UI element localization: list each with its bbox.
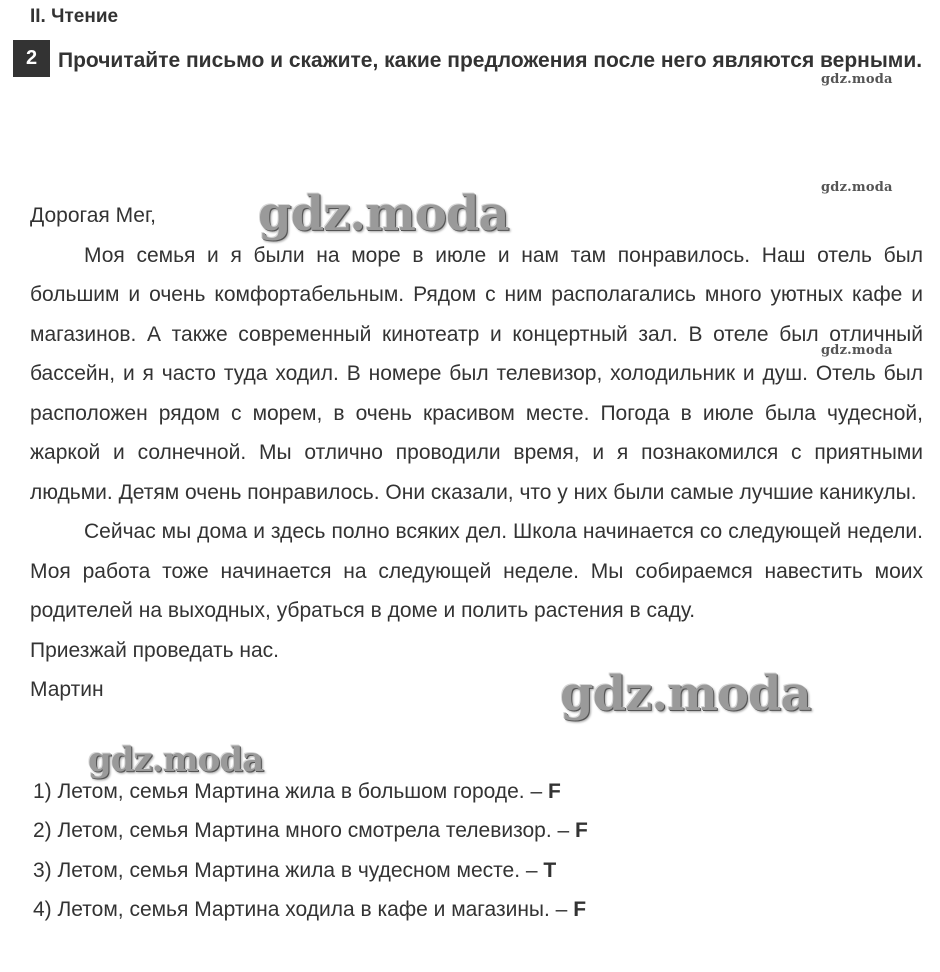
answer-statement: 4) Летом, семья Мартина ходила в кафе и магазины. – [33,897,568,921]
task-number-badge: 2 [13,40,50,77]
answer-value: T [543,858,557,882]
answer-item [33,851,923,890]
answer-item [33,811,923,850]
answer-value: F [547,780,561,803]
answers-list [33,772,923,929]
section-title: II. Чтение [30,6,119,27]
watermark-large: gdz.moda [258,186,509,242]
answer-value: F [575,819,588,843]
watermark-small: gdz.moda [821,72,893,87]
answer-statement: 2) Летом, семья Мартина много смотрела телевизор. – [33,819,570,843]
watermark-medium: gdz.moda [88,740,264,780]
answer-statement: 1) Летом, семья Мартина жила в большом городе. – [33,780,543,803]
watermark-large: gdz.moda [560,666,811,722]
answer-value: F [573,897,587,921]
letter-signature: Мартин [30,678,104,701]
answer-statement: 3) Летом, семья Мартина жила в чудесном месте. – [33,858,538,882]
letter-text [30,196,923,710]
task-instruction: Прочитайте письмо и скажите, какие предложения после него являются верными. [58,49,923,72]
letter-paragraph-2: Сейчас мы дома и здесь полно всяких дел. Школа начинается со следующей недели. Моя работа тоже начинается на следующей неделе. Мы собираемся навестить моих родителей на выходных, убраться в доме и полить растения в саду. [30,520,923,622]
letter-greeting: Дорогая Мег, [30,204,156,227]
answer-item [33,890,923,929]
letter-paragraph-1: Моя семья и я были на море в июле и нам там понравилось. Наш отель был большим и очень комфортабельным. Рядом с ним располагались много уютных кафе и магазинов. А также современный кинотеатр и концертный зал. В отеле был отличный бассейн, и я часто туда ходил. В номере был телевизор, холодильник и душ. Отель был расположен рядом с морем, в очень красивом месте. Погода в июле была чудесной, жаркой и солнечной. Мы отлично проводили время, и я познакомился с приятными людьми. Детям очень понравилось. Они сказали, что у них были самые лучшие каникулы. [30,243,923,504]
letter-closing: Приезжай проведать нас. [30,638,279,662]
watermark-small: gdz.moda [821,180,893,195]
watermark-small: gdz.moda [821,343,893,358]
